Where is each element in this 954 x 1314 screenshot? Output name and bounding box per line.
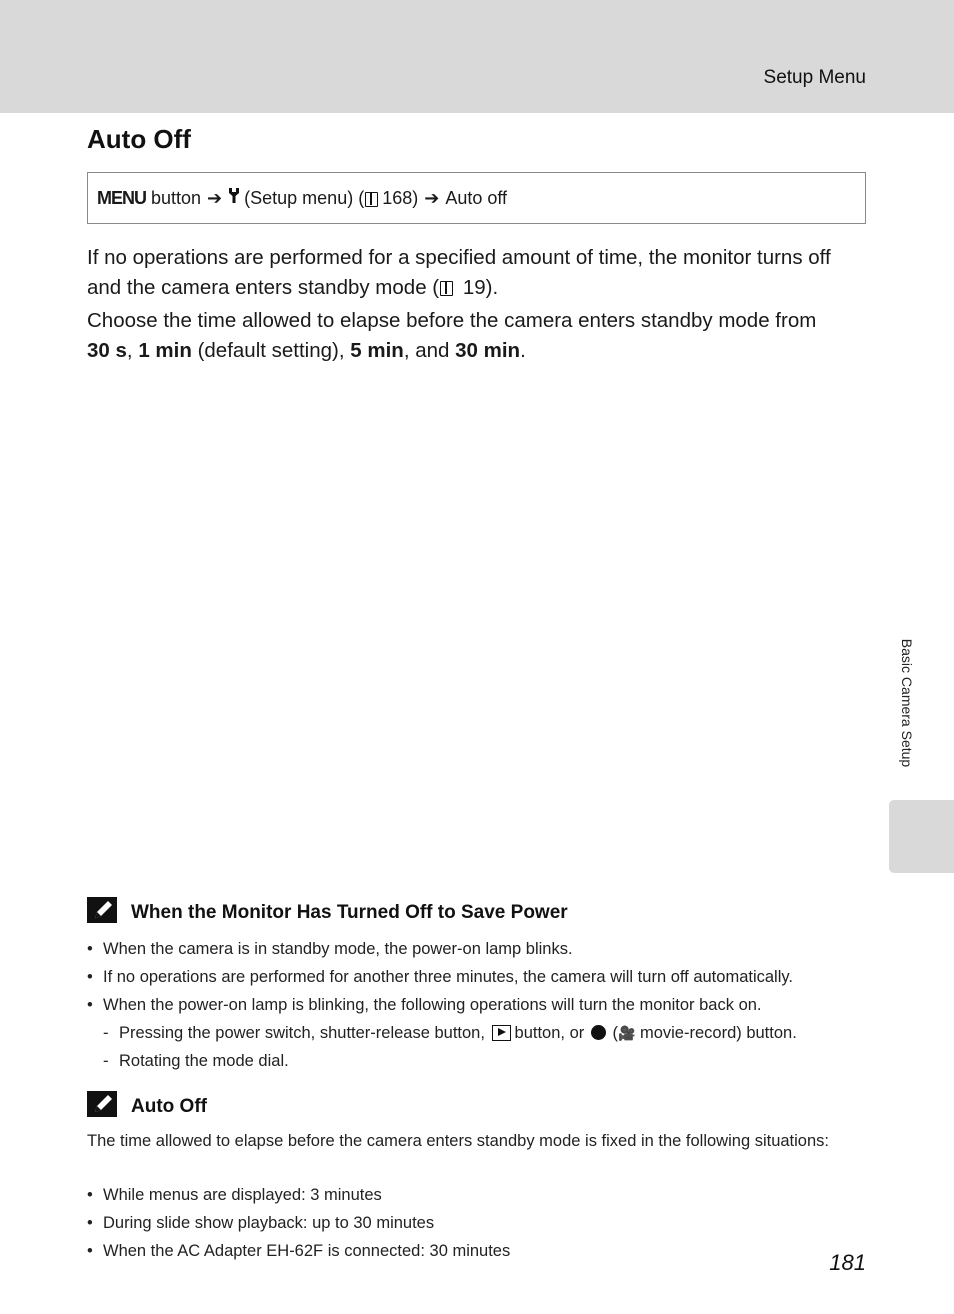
sub-item-text: movie-record) button. [639, 1024, 797, 1042]
note-pencil-icon [87, 897, 117, 923]
option-1min: 1 min [138, 339, 192, 362]
default-note: (default setting), [197, 339, 345, 362]
side-tab-label: Basic Camera Setup [899, 638, 915, 768]
record-button-icon [591, 1025, 606, 1040]
separator: , [126, 339, 133, 362]
nav-target: Auto off [445, 187, 508, 208]
page-number: 181 [829, 1250, 866, 1275]
intro-p2-text: Choose the time allowed to elapse before the camera enters standby mode from [87, 309, 817, 332]
intro-p1-text: If no operations are performed for a specified amount of time, the monitor turns off and the camera enters standby mode ( [87, 246, 831, 299]
period: . [520, 339, 526, 362]
intro-p1-ref: 19 [462, 276, 486, 299]
note-2-paragraph: The time allowed to elapse before the camera enters standby mode is fixed in the following situations: [87, 1132, 829, 1150]
wrench-icon [228, 187, 240, 209]
note-2-list [87, 1181, 877, 1265]
intro-p1-end: ). [485, 276, 499, 299]
book-icon [440, 281, 453, 296]
note-1-title: When the Monitor Has Turned Off to Save Power [131, 902, 568, 923]
list-item: • When the camera is in standby mode, the power-on lamp blinks. [87, 935, 877, 963]
arrow-icon: ➔ [207, 187, 223, 208]
sub-item-text: Pressing the power switch, shutter-release button, [119, 1024, 485, 1042]
separator: , and [403, 339, 450, 362]
playback-button-icon [492, 1025, 511, 1041]
nav-setup-text: (Setup menu) ( [244, 187, 365, 208]
nav-ref-page: 168 [382, 187, 413, 208]
sub-list-item [87, 1019, 877, 1047]
arrow-icon: ➔ [424, 187, 440, 208]
list-item: • During slide show playback: up to 30 minutes [87, 1209, 877, 1237]
intro-paragraph-1 [87, 243, 867, 303]
list-item: • When the power-on lamp is blinking, the following operations will turn the monitor back on. [87, 991, 877, 1019]
note-1-list [87, 935, 877, 1075]
section-name: Setup Menu [763, 67, 866, 88]
page-title: Auto Off [87, 124, 191, 154]
movie-camera-icon: 🎥 [617, 1025, 636, 1041]
option-5min: 5 min [350, 339, 404, 362]
nav-close-paren: ) [412, 187, 419, 208]
list-item: • If no operations are performed for another three minutes, the camera will turn off automatically. [87, 963, 877, 991]
menu-button-icon: MENU [97, 187, 146, 208]
nav-button-word: button [151, 187, 202, 208]
book-icon [365, 192, 378, 207]
option-30s: 30 s [87, 339, 127, 362]
intro-paragraph-2 [87, 306, 867, 366]
note-2-title: Auto Off [131, 1096, 207, 1117]
side-tab [889, 800, 954, 873]
navigation-path [87, 172, 866, 224]
header-band [0, 0, 954, 113]
note-pencil-icon [87, 1091, 117, 1117]
sub-list-item: - Rotating the mode dial. [87, 1047, 877, 1075]
list-item: • While menus are displayed: 3 minutes [87, 1181, 877, 1209]
option-30min: 30 min [455, 339, 521, 362]
sub-item-text: button, or [514, 1024, 585, 1042]
list-item: • When the AC Adapter EH-62F is connected: 30 minutes [87, 1237, 877, 1265]
sub-item-text: ( [612, 1024, 618, 1042]
